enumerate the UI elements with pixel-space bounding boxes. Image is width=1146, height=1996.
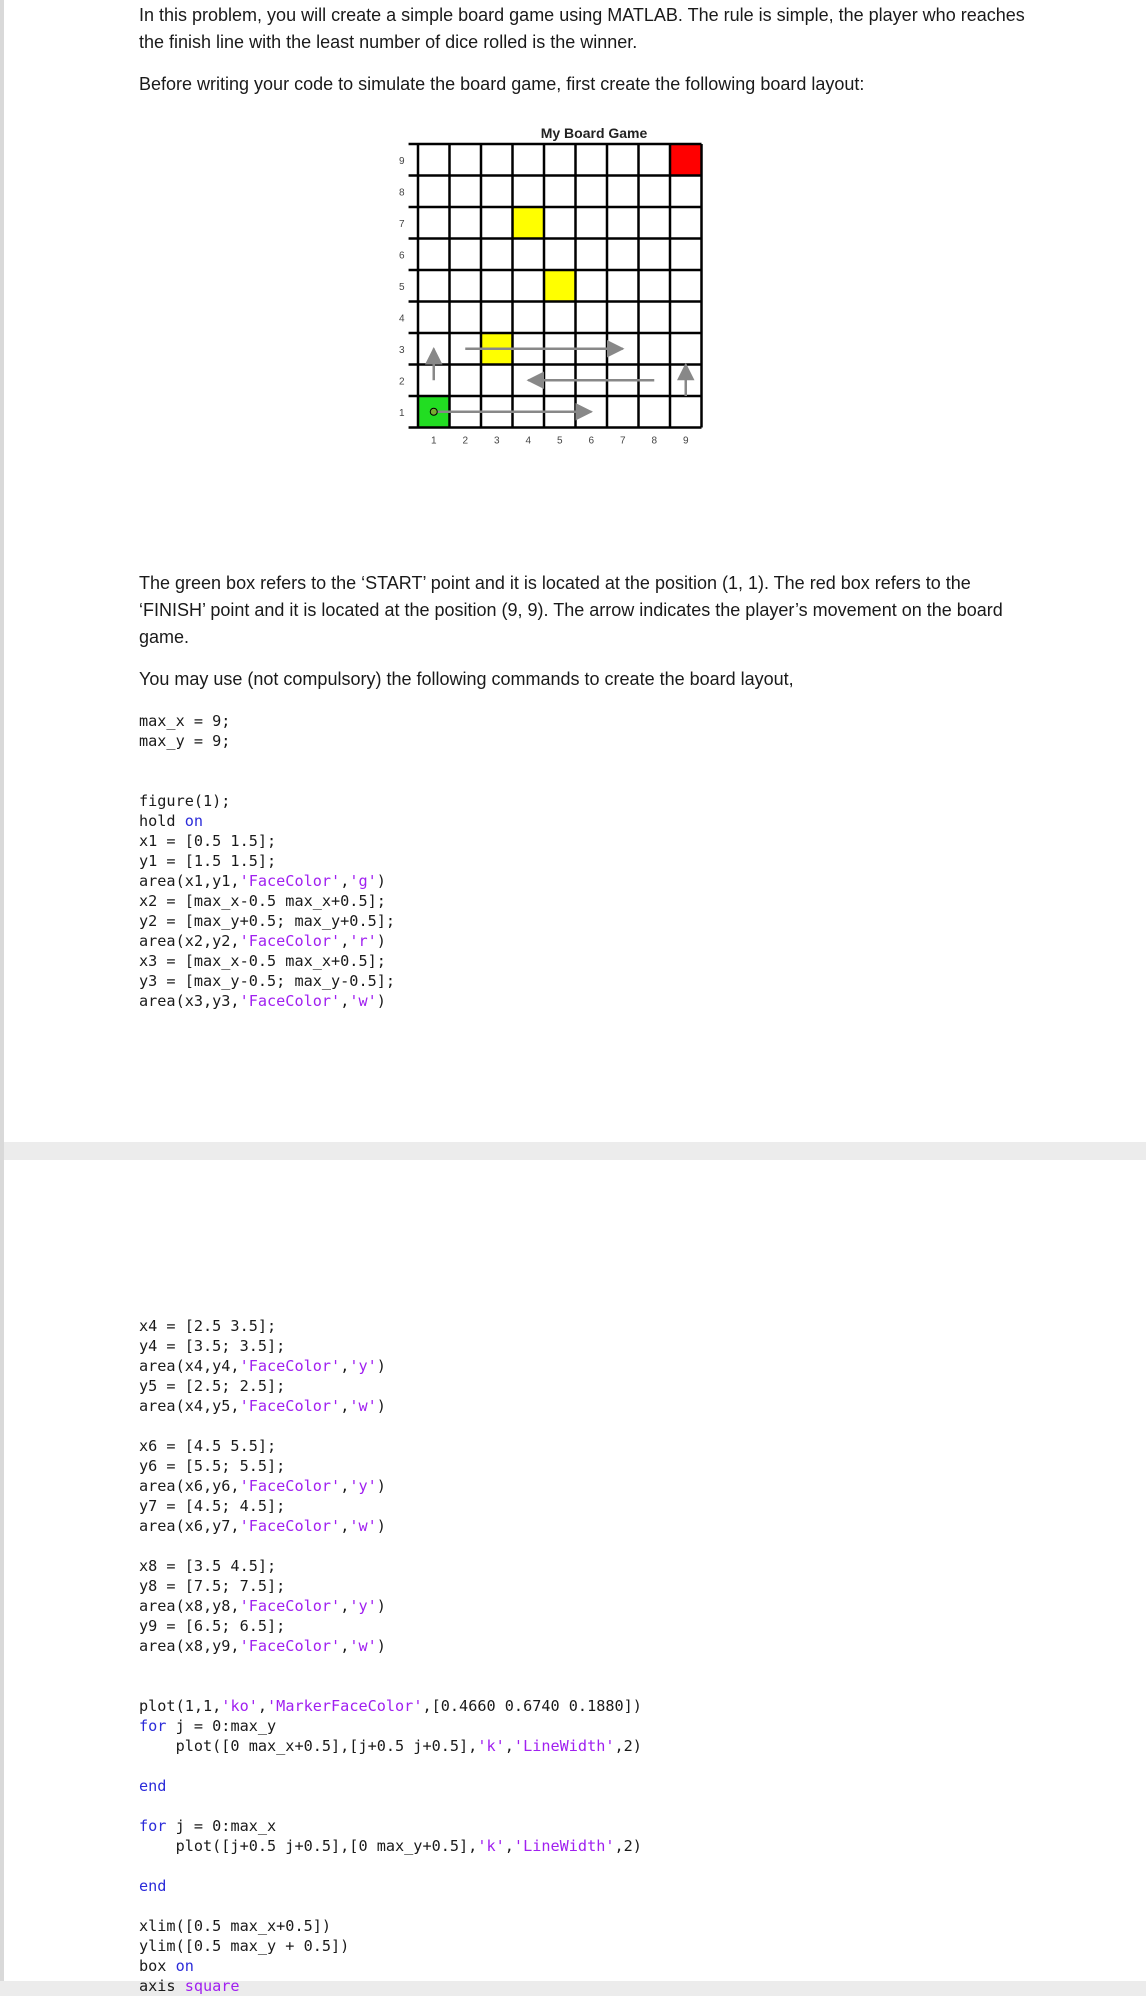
code-text: y7 = [4.5; 4.5];	[139, 1497, 286, 1515]
code-line	[139, 731, 395, 751]
code-line	[139, 1936, 642, 1956]
code-string: 'FaceColor'	[239, 1357, 341, 1375]
code-line	[139, 851, 395, 871]
code-line	[139, 1596, 642, 1616]
code-string: 'y'	[349, 1357, 377, 1375]
code-text: ,	[340, 992, 350, 1010]
code-keyword: on	[184, 812, 204, 830]
code-text: )	[376, 1637, 386, 1655]
code-line	[139, 1316, 642, 1336]
code-string: 'w'	[349, 1637, 377, 1655]
y-tick-label: 7	[398, 218, 405, 230]
code-line	[139, 1456, 642, 1476]
code-string: square	[184, 1977, 240, 1995]
code-text: area(x6,y7,	[139, 1517, 240, 1535]
code-string: 'y'	[349, 1597, 377, 1615]
code-line	[139, 1616, 642, 1636]
code-text: area(x4,y5,	[139, 1397, 240, 1415]
code-text: j = 0:max_x	[166, 1817, 277, 1835]
code-text: j = 0:max_y	[166, 1717, 277, 1735]
code-text: ,	[340, 1637, 350, 1655]
code-text: area(x2,y2,	[139, 932, 240, 950]
code-text: x6 = [4.5 5.5];	[139, 1437, 277, 1455]
y-tick-label: 5	[398, 281, 405, 293]
code-line	[139, 1696, 642, 1716]
code-text: x1 = [0.5 1.5];	[139, 832, 277, 850]
code-text: axis	[139, 1977, 185, 1995]
document-page-2	[4, 1160, 1146, 1995]
code-string: 'r'	[349, 932, 377, 950]
code-line	[139, 991, 395, 1011]
code-line	[139, 1496, 642, 1516]
code-line	[139, 751, 395, 771]
code-text: ,[0.4660 0.6740 0.1880])	[422, 1697, 642, 1715]
code-string: 'y'	[349, 1477, 377, 1495]
code-text: y5 = [2.5; 2.5];	[139, 1377, 286, 1395]
code-line	[139, 1816, 642, 1836]
code-text: area(x8,y8,	[139, 1597, 240, 1615]
y-tick-label: 1	[398, 407, 405, 419]
code-string: 'LineWidth'	[513, 1837, 615, 1855]
code-string: 'LineWidth'	[513, 1737, 615, 1755]
board-game-figure	[374, 118, 784, 538]
code-line	[139, 1376, 642, 1396]
x-tick-label: 6	[588, 435, 595, 447]
code-text: area(x6,y6,	[139, 1477, 240, 1495]
code-text: )	[376, 1517, 386, 1535]
start-marker	[430, 408, 437, 415]
code-text: )	[376, 1397, 386, 1415]
code-text: ,	[340, 1597, 350, 1615]
code-text: x3 = [max_x-0.5 max_x+0.5];	[139, 952, 386, 970]
code-line	[139, 1556, 642, 1576]
code-text: y2 = [max_y+0.5; max_y+0.5];	[139, 912, 396, 930]
code-string: 'w'	[349, 992, 377, 1010]
code-line	[139, 1476, 642, 1496]
code-text: area(x8,y9,	[139, 1637, 240, 1655]
code-line	[139, 831, 395, 851]
code-text: hold	[139, 812, 185, 830]
y-tick-label: 2	[398, 376, 405, 388]
code-string: 'w'	[349, 1397, 377, 1415]
x-tick-label: 8	[651, 435, 658, 447]
code-text: area(x1,y1,	[139, 872, 240, 890]
code-text: y3 = [max_y-0.5; max_y-0.5];	[139, 972, 396, 990]
code-text: x8 = [3.5 4.5];	[139, 1557, 277, 1575]
y-tick-label: 6	[398, 250, 405, 262]
code-keyword: end	[139, 1777, 167, 1795]
code-text: y1 = [1.5 1.5];	[139, 852, 277, 870]
code-line	[139, 971, 395, 991]
code-keyword: on	[175, 1957, 194, 1975]
code-string: 'k'	[477, 1837, 505, 1855]
legend-description-paragraph: The green box refers to the ‘START’ point and it is located at the position (1, 1). The red box refers to the ‘FINISH’ point and it is located at the position (9, 9). The arrow indicates the player’s movement on the board game.	[139, 573, 1003, 647]
code-line	[139, 1536, 642, 1556]
yellow-cell-5-5	[544, 270, 576, 302]
code-line	[139, 931, 395, 951]
code-text: x4 = [2.5 3.5];	[139, 1317, 277, 1335]
code-text: ylim([0.5 max_y + 0.5])	[139, 1937, 350, 1955]
code-text: y9 = [6.5; 6.5];	[139, 1617, 286, 1635]
code-keyword: end	[139, 1877, 167, 1895]
code-line	[139, 1956, 642, 1976]
code-line	[139, 1776, 642, 1796]
x-tick-label: 4	[525, 435, 532, 447]
intro-paragraph: In this problem, you will create a simple board game using MATLAB. The rule is simple, the player who reaches the finish line with the least number of dice rolled is the winner.	[139, 5, 1025, 52]
code-text: ,	[340, 932, 350, 950]
code-line	[139, 1676, 642, 1696]
code-line	[139, 1516, 642, 1536]
code-line	[139, 911, 395, 931]
y-tick-label: 8	[398, 187, 405, 199]
code-string: 'FaceColor'	[239, 1597, 341, 1615]
code-text: plot([0 max_x+0.5],[j+0.5 j+0.5],	[139, 1737, 478, 1755]
code-text: plot(1,1,	[139, 1697, 222, 1715]
code-line	[139, 1976, 642, 1996]
instruction-paragraph: Before writing your code to simulate the board game, first create the following board layout:	[139, 74, 865, 94]
code-text: xlim([0.5 max_x+0.5])	[139, 1917, 332, 1935]
y-tick-label: 3	[398, 344, 405, 356]
code-text: area(x3,y3,	[139, 992, 240, 1010]
code-line	[139, 1896, 642, 1916]
code-string: 'FaceColor'	[239, 1477, 341, 1495]
code-line	[139, 1876, 642, 1896]
code-text: )	[376, 1357, 386, 1375]
code-line	[139, 1436, 642, 1456]
code-line	[139, 811, 395, 831]
code-string: 'FaceColor'	[239, 872, 341, 890]
code-line	[139, 771, 395, 791]
code-string: 'MarkerFaceColor'	[267, 1697, 423, 1715]
code-line	[139, 1756, 642, 1776]
code-text: ,	[504, 1837, 514, 1855]
code-text: y6 = [5.5; 5.5];	[139, 1457, 286, 1475]
code-text: figure(1);	[139, 792, 231, 810]
code-string: 'k'	[477, 1737, 505, 1755]
code-line	[139, 1736, 642, 1756]
code-string: 'FaceColor'	[239, 1637, 341, 1655]
code-text: ,	[257, 1697, 268, 1715]
code-text: ,	[340, 872, 350, 890]
code-line	[139, 1336, 642, 1356]
y-tick-label: 4	[398, 313, 405, 325]
code-line	[139, 791, 395, 811]
code-string: 'FaceColor'	[239, 932, 341, 950]
chart-title: My Board Game	[540, 125, 648, 141]
code-text: box	[139, 1957, 176, 1975]
code-line	[139, 1576, 642, 1596]
code-line	[139, 1656, 642, 1676]
code-line	[139, 951, 395, 971]
code-line	[139, 1856, 642, 1876]
code-line	[139, 1796, 642, 1816]
code-keyword: for	[139, 1817, 167, 1835]
yellow-cell-4-7	[513, 207, 545, 239]
code-string: 'FaceColor'	[239, 1397, 341, 1415]
code-block-2	[139, 1316, 642, 1996]
x-tick-label: 5	[556, 435, 563, 447]
code-string: 'w'	[349, 1517, 377, 1535]
code-line	[139, 891, 395, 911]
code-string: 'FaceColor'	[239, 992, 341, 1010]
code-text: )	[376, 1477, 386, 1495]
code-string: 'FaceColor'	[239, 1517, 341, 1535]
code-text: ,	[340, 1477, 350, 1495]
x-tick-label: 2	[462, 435, 469, 447]
code-string: 'g'	[349, 872, 377, 890]
code-text: ,	[340, 1397, 350, 1415]
code-text: plot([j+0.5 j+0.5],[0 max_y+0.5],	[139, 1837, 478, 1855]
code-line	[139, 1836, 642, 1856]
code-keyword: for	[139, 1717, 167, 1735]
code-text: )	[376, 932, 386, 950]
code-line	[139, 1716, 642, 1736]
code-text: )	[376, 1597, 386, 1615]
code-line	[139, 1396, 642, 1416]
x-tick-label: 3	[493, 435, 500, 447]
code-line	[139, 1356, 642, 1376]
code-line	[139, 711, 395, 731]
code-text: max_y = 9;	[139, 732, 231, 750]
code-text: )	[376, 992, 386, 1010]
code-text: area(x4,y4,	[139, 1357, 240, 1375]
document-page-1	[4, 0, 1146, 1142]
code-string: 'ko'	[221, 1697, 258, 1715]
code-line	[139, 1916, 642, 1936]
code-line	[139, 871, 395, 891]
code-text: ,	[504, 1737, 514, 1755]
code-block-1	[139, 711, 395, 1011]
code-line	[139, 1636, 642, 1656]
code-line	[139, 1416, 642, 1436]
code-text: ,	[340, 1357, 350, 1375]
code-text: x2 = [max_x-0.5 max_x+0.5];	[139, 892, 386, 910]
y-tick-label: 9	[398, 155, 405, 167]
code-text: ,2)	[614, 1837, 642, 1855]
finish-cell	[670, 144, 702, 176]
x-tick-label: 1	[430, 435, 437, 447]
code-text: y8 = [7.5; 7.5];	[139, 1577, 286, 1595]
x-tick-label: 9	[682, 435, 689, 447]
code-text: ,	[340, 1517, 350, 1535]
commands-intro-paragraph: You may use (not compulsory) the following commands to create the board layout,	[139, 669, 794, 689]
code-text: ,2)	[614, 1737, 642, 1755]
x-tick-label: 7	[619, 435, 626, 447]
code-text: y4 = [3.5; 3.5];	[139, 1337, 286, 1355]
code-text: )	[376, 872, 386, 890]
code-text: max_x = 9;	[139, 712, 231, 730]
